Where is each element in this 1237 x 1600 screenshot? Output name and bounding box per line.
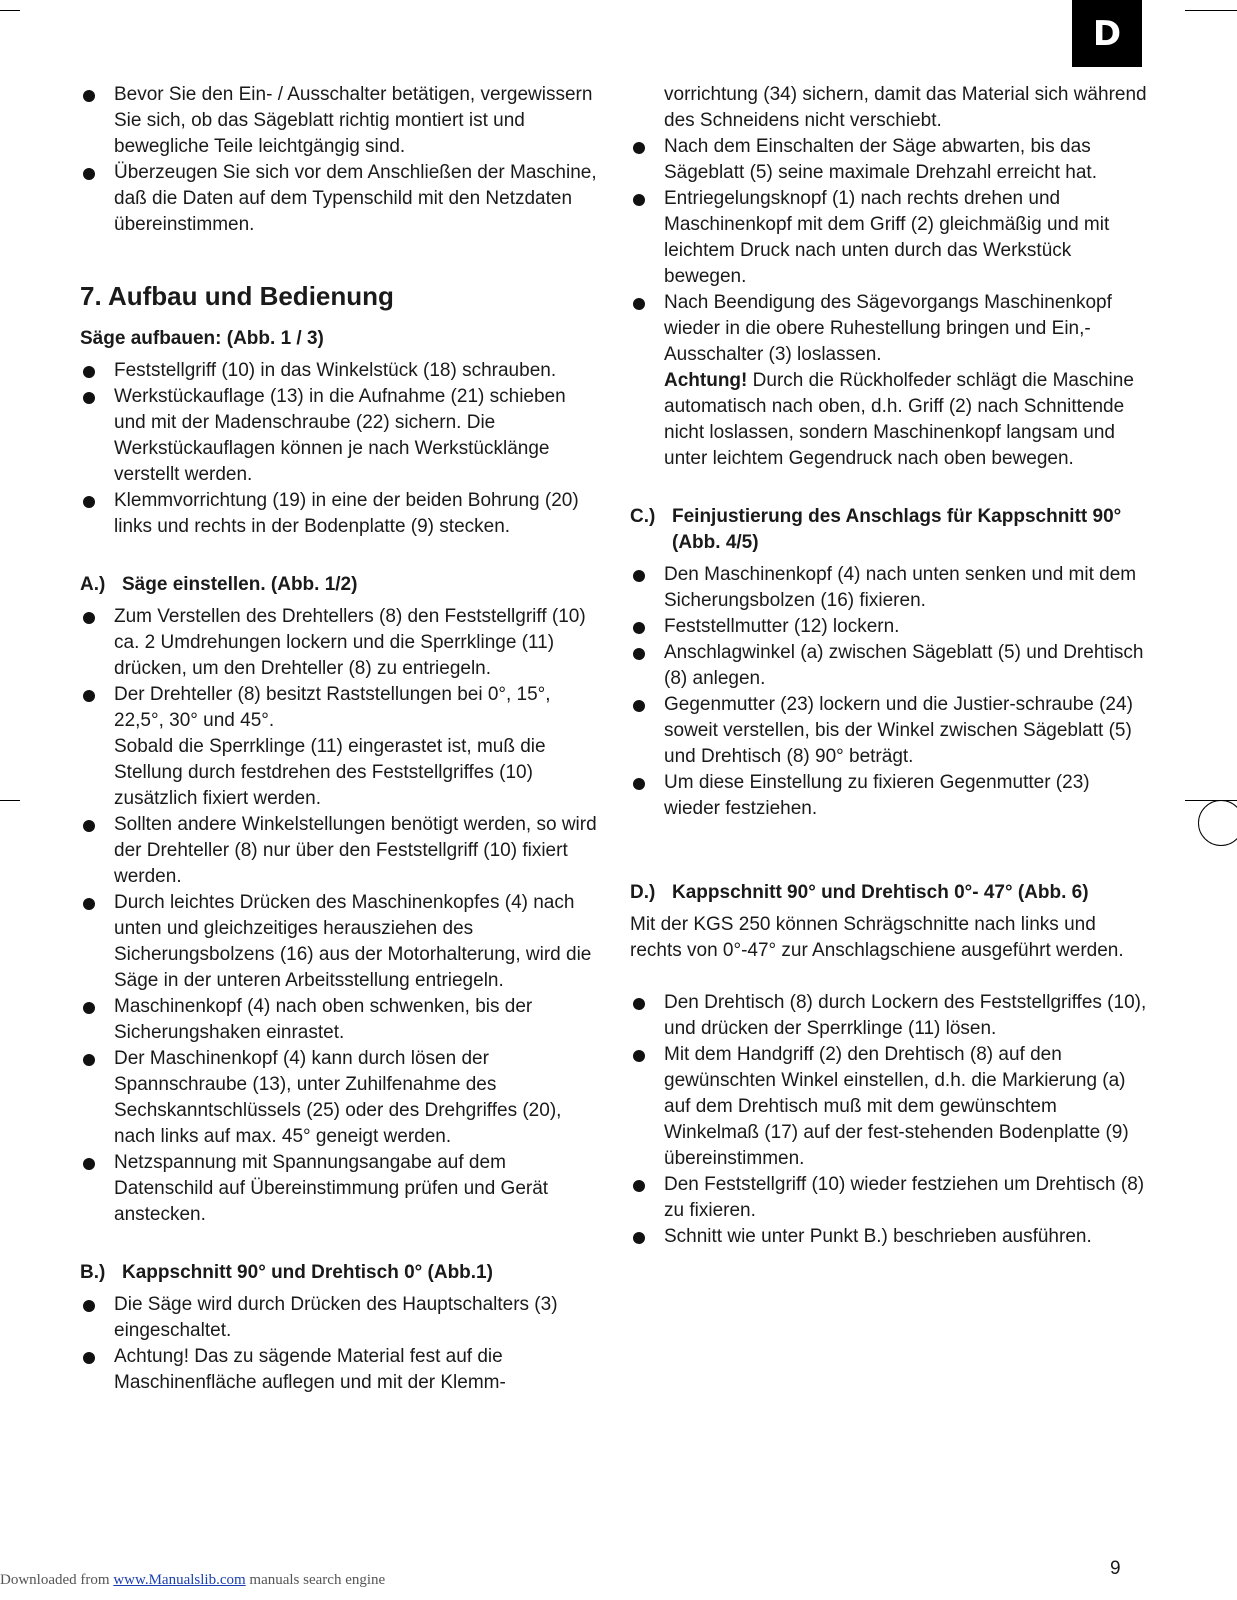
list-item: Bevor Sie den Ein- / Ausschalter betätigen, vergewissern Sie sich, ob das Sägeblatt richtig montiert ist und bewegliche Teile leichtgängig sind. [80, 82, 600, 160]
section-c-list [630, 562, 1150, 822]
list-item: Netzspannung mit Spannungsangabe auf dem Datenschild auf Übereinstimmung prüfen und Gerät anstecken. [80, 1150, 600, 1228]
list-item: Klemmvorrichtung (19) in eine der beiden Bohrung (20) links und rechts in der Bodenplatte (9) stecken. [80, 488, 600, 540]
section-d-label: D.) [630, 882, 656, 903]
left-column [80, 82, 600, 1396]
right-column [630, 82, 1150, 1250]
crop-mark-top-right [1185, 10, 1237, 11]
registration-mark [1198, 800, 1237, 846]
list-item-continuation: Sobald die Sperrklinge (11) eingerastet ist, muß die Stellung durch festdrehen des Feststellgriffes (10) zusätzlich fixiert werden. [114, 736, 546, 809]
section-d-title: Kappschnitt 90° und Drehtisch 0°- 47° (Abb. 6) [672, 882, 1089, 903]
section-a-heading [80, 572, 600, 598]
download-footer [0, 1572, 385, 1589]
list-item: Mit dem Handgriff (2) den Drehtisch (8) auf den gewünschten Winkel einstellen, d.h. die Markierung (a) auf dem Drehtisch muß mit dem gewünschtem Winkelmaß (17) auf der fest-stehenden Bodenplatte (9) übereinstimmen. [630, 1042, 1150, 1172]
section-c-title: Feinjustierung des Anschlags für Kappschnitt 90° (Abb. 4/5) [672, 506, 1122, 553]
list-item: Den Feststellgriff (10) wieder festziehen um Drehtisch (8) zu fixieren. [630, 1172, 1150, 1224]
section-a-label: A.) [80, 574, 106, 595]
section-c-heading [630, 504, 1150, 556]
warning-text: Durch die Rückholfeder schlägt die Maschine automatisch nach oben, d.h. Griff (2) nach Schnittende nicht loslassen, sondern Maschinenkopf langsam und unter leichtem Gegendruck nach oben bewegen. [664, 370, 1134, 469]
list-item [80, 682, 600, 812]
assemble-list [80, 358, 600, 540]
footer-suffix: manuals search engine [245, 1572, 386, 1588]
section-d-list [630, 990, 1150, 1250]
assemble-title: Säge aufbauen: (Abb. 1 / 3) [80, 328, 324, 349]
section-c-label: C.) [630, 506, 656, 527]
list-item: Feststellmutter (12) lockern. [630, 614, 1150, 640]
list-item: Den Maschinenkopf (4) nach unten senken und mit dem Sicherungsbolzen (16) fixieren. [630, 562, 1150, 614]
list-item: Gegenmutter (23) lockern und die Justier-schraube (24) soweit verstellen, bis der Winkel zwischen Sägeblatt (5) und Drehtisch (8) 90° beträgt. [630, 692, 1150, 770]
list-item: Der Maschinenkopf (4) kann durch lösen der Spannschraube (13), unter Zuhilfenahme des Sechskanntschlüssels (25) oder des Drehgriffes (20), nach links auf max. 45° geneigt werden. [80, 1046, 600, 1150]
list-item: Den Drehtisch (8) durch Lockern des Feststellgriffes (10), und drücken der Sperrklinge (11) lösen. [630, 990, 1150, 1042]
list-item: Entriegelungsknopf (1) nach rechts drehen und Maschinenkopf mit dem Griff (2) gleichmäßig und mit leichtem Druck nach unten durch das Werkstück bewegen. [630, 186, 1150, 290]
list-item: Um diese Einstellung zu fixieren Gegenmutter (23) wieder festziehen. [630, 770, 1150, 822]
warning-label: Achtung! [664, 370, 748, 391]
list-item: Die Säge wird durch Drücken des Hauptschalters (3) eingeschaltet. [80, 1292, 600, 1344]
section-b-list [80, 1292, 600, 1396]
list-item: Nach dem Einschalten der Säge abwarten, bis das Sägeblatt (5) seine maximale Drehzahl erreicht hat. [630, 134, 1150, 186]
list-item: Schnitt wie unter Punkt B.) beschrieben ausführen. [630, 1224, 1150, 1250]
section-a-title: Säge einstellen. (Abb. 1/2) [122, 574, 358, 595]
list-item: Werkstückauflage (13) in die Aufnahme (21) schieben und mit der Madenschraube (22) sichern. Die Werkstückauflagen können je nach Werkstücklänge verstellt werden. [80, 384, 600, 488]
crop-mark-top-left [0, 10, 20, 11]
manualslib-link[interactable]: www.Manualslib.com [113, 1572, 246, 1588]
list-item: Sollten andere Winkelstellungen benötigt werden, so wird der Drehteller (8) nur über den Feststellgriff (10) fixiert werden. [80, 812, 600, 890]
section-d-intro: Mit der KGS 250 können Schrägschnitte nach links und rechts von 0°-47° zur Anschlagschiene ausgeführt werden. [630, 914, 1124, 961]
intro-list [80, 82, 600, 238]
footer-prefix: Downloaded from [0, 1572, 114, 1588]
section-d-heading [630, 880, 1150, 906]
section-b-continuation: vorrichtung (34) sichern, damit das Material sich während des Schneidens nicht verschiebt. [664, 84, 1147, 131]
list-item: Zum Verstellen des Drehtellers (8) den Feststellgriff (10) ca. 2 Umdrehungen lockern und die Sperrklinge (11) drücken, um den Drehteller (8) zu entriegeln. [80, 604, 600, 682]
list-item: Feststellgriff (10) in das Winkelstück (18) schrauben. [80, 358, 600, 384]
list-item-text: Nach Beendigung des Sägevorgangs Maschinenkopf wieder in die obere Ruhestellung bringen und Ein,- Ausschalter (3) loslassen. [664, 292, 1112, 365]
list-item [630, 290, 1150, 472]
section-b-title: Kappschnitt 90° und Drehtisch 0° (Abb.1) [122, 1262, 493, 1283]
section-b-label: B.) [80, 1262, 106, 1283]
crop-mark-mid-left [0, 800, 20, 801]
section-b-heading [80, 1260, 600, 1286]
list-item-text: Der Drehteller (8) besitzt Raststellungen bei 0°, 15°, 22,5°, 30° und 45°. [114, 684, 551, 731]
page-number: 9 [1110, 1558, 1121, 1579]
list-item: Achtung! Das zu sägende Material fest auf die Maschinenfläche auflegen und mit der Klemm- [80, 1344, 600, 1396]
language-tab: D [1072, 0, 1142, 67]
section-a-list [80, 604, 600, 1228]
list-item: Maschinenkopf (4) nach oben schwenken, bis der Sicherungshaken einrastet. [80, 994, 600, 1046]
section-title: 7. Aufbau und Bedienung [80, 281, 394, 311]
section-b-list-continued [630, 134, 1150, 472]
list-item: Anschlagwinkel (a) zwischen Sägeblatt (5) und Drehtisch (8) anlegen. [630, 640, 1150, 692]
list-item: Überzeugen Sie sich vor dem Anschließen der Maschine, daß die Daten auf dem Typenschild mit den Netzdaten übereinstimmen. [80, 160, 600, 238]
list-item: Durch leichtes Drücken des Maschinenkopfes (4) nach unten und gleichzeitiges herausziehen des Sicherungsbolzens (16) aus der Motorhalterung, wird die Säge in der unteren Arbeitsstellung entriegeln. [80, 890, 600, 994]
